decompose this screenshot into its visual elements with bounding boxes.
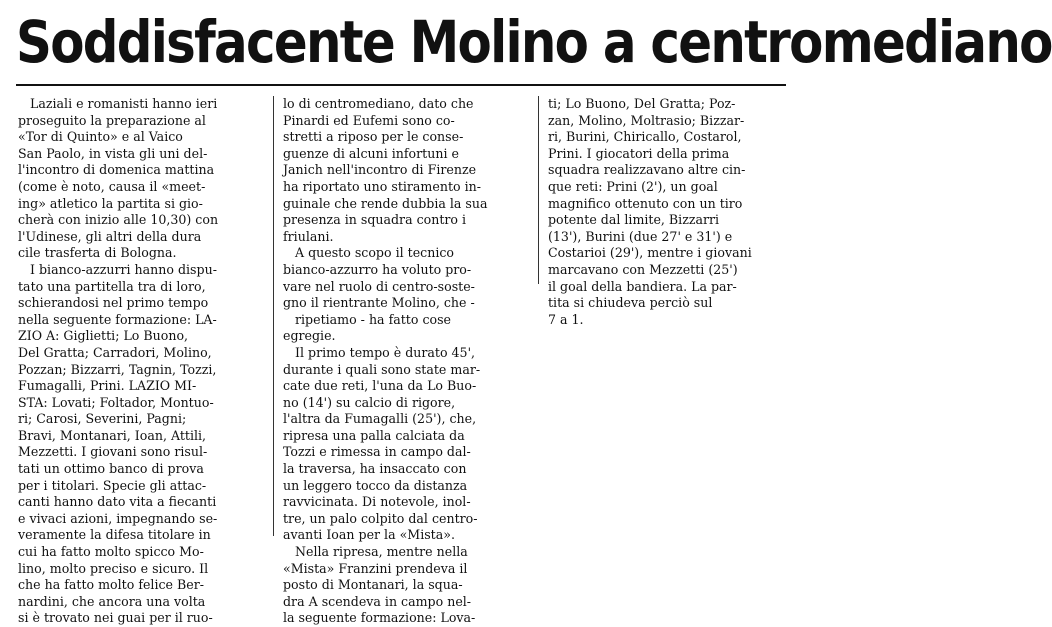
- text-line: A questo scopo il tecnico: [295, 245, 454, 261]
- text-line: durante i quali sono state mar-: [283, 361, 481, 377]
- text-line: un leggero tocco da distanza: [283, 477, 468, 493]
- text-line: friulani.: [283, 228, 334, 244]
- text-line: ripetiamo - ha fatto cose: [295, 311, 451, 327]
- text-line: Costarioi (29'), mentre i giovani: [548, 245, 752, 261]
- text-line: nella seguente formazione: LA-: [18, 311, 217, 327]
- text-line: ri, Burini, Chiricallo, Costarol,: [548, 129, 742, 145]
- text-line: lino, molto preciso e sicuro. Il: [18, 560, 209, 576]
- text-line: San Paolo, in vista gli uni del-: [18, 145, 208, 161]
- text-line: avanti Ioan per la «Mista».: [283, 527, 455, 543]
- text-line: Il primo tempo è durato 45',: [295, 344, 476, 360]
- text-line: Pinardi ed Eufemi sono co-: [283, 112, 455, 128]
- text-line: egregie.: [283, 328, 336, 344]
- text-line: «Mista» Franzini prendeva il: [283, 560, 468, 576]
- text-line: potente dal limite, Bizzarri: [548, 212, 720, 228]
- text-line: Bravi, Montanari, Ioan, Attili,: [18, 427, 207, 443]
- text-line: ripresa una palla calciata da: [283, 427, 465, 443]
- headline: Soddisfacente Molino a centromediano: [16, 8, 1052, 76]
- text-line: il goal della bandiera. La par-: [548, 278, 737, 294]
- text-line: la traversa, ha insaccato con: [283, 461, 467, 477]
- text-line: ha riportato uno stiramento in-: [283, 178, 481, 194]
- text-line: Tozzi e rimessa in campo dal-: [283, 444, 471, 460]
- text-line: cile trasferta di Bologna.: [18, 245, 177, 261]
- text-line: squadra realizzavano altre cin-: [548, 162, 746, 178]
- text-line: (come è noto, causa il «meet-: [18, 178, 206, 194]
- text-line: que reti: Prini (2'), un goal: [548, 178, 718, 194]
- text-line: ZIO A: Giglietti; Lo Buono,: [18, 328, 189, 344]
- text-line: ri; Carosi, Severini, Pagni;: [18, 411, 187, 427]
- text-line: e vivaci azioni, impegnando se-: [18, 510, 218, 526]
- text-line: la seguente formazione: Lova-: [283, 610, 476, 626]
- text-line: Nella ripresa, mentre nella: [295, 544, 468, 560]
- text-line: tato una partitella tra di loro,: [18, 278, 206, 294]
- text-line: nardini, che ancora una volta: [18, 593, 206, 609]
- text-line: si è trovato nei guai per il ruo-: [18, 610, 213, 626]
- column-separator: [273, 96, 274, 536]
- text-line: gno il rientrante Molino, che -: [283, 295, 475, 311]
- text-line: tre, un palo colpito dal centro-: [283, 510, 478, 526]
- text-line: che ha fatto molto felice Ber-: [18, 577, 204, 593]
- text-line: 7 a 1.: [548, 311, 584, 327]
- text-line: tati un ottimo banco di prova: [18, 461, 204, 477]
- column-separator: [538, 96, 539, 284]
- text-line: Del Gratta; Carradori, Molino,: [18, 344, 212, 360]
- text-line: l'Udinese, gli altri della dura: [18, 228, 202, 244]
- text-line: Laziali e romanisti hanno ieri: [30, 96, 218, 111]
- text-line: cui ha fatto molto spicco Mo-: [18, 544, 204, 560]
- text-line: STA: Lovati; Foltador, Montuo-: [18, 394, 214, 410]
- text-line: ing» atletico la partita si gio-: [18, 195, 203, 211]
- text-line: marcavano con Mezzetti (25'): [548, 261, 738, 277]
- text-line: canti hanno dato vita a fiecanti: [18, 494, 217, 510]
- text-line: per i titolari. Specie gli attac-: [18, 477, 207, 493]
- text-line: zan, Molino, Moltrasio; Bizzar-: [548, 112, 745, 128]
- text-line: Janich nell'incontro di Firenze: [283, 162, 477, 178]
- text-line: vare nel ruolo di centro-soste-: [283, 278, 475, 294]
- text-line: guenze di alcuni infortuni e: [283, 145, 459, 161]
- text-line: presenza in squadra contro i: [283, 212, 467, 228]
- text-line: l'incontro di domenica mattina: [18, 162, 215, 178]
- text-line: lo di centromediano, dato che: [283, 96, 474, 111]
- article-column-2: [283, 96, 527, 627]
- text-line: bianco-azzurro ha voluto pro-: [283, 261, 472, 277]
- text-line: cate due reti, l'una da Lo Buo-: [283, 378, 477, 394]
- text-line: dra A scendeva in campo nel-: [283, 593, 472, 609]
- text-line: no (14') su calcio di rigore,: [283, 394, 456, 410]
- text-line: guinale che rende dubbia la sua: [283, 195, 488, 211]
- text-line: veramente la difesa titolare in: [18, 527, 211, 543]
- text-line: Prini. I giocatori della prima: [548, 145, 730, 161]
- article-column-1: [18, 96, 262, 627]
- text-line: schierandosi nel primo tempo: [18, 295, 209, 311]
- text-line: (13'), Burini (due 27' e 31') e: [548, 228, 733, 244]
- text-line: Mezzetti. I giovani sono risul-: [18, 444, 208, 460]
- text-line: Fumagalli, Prini. LAZIO MI-: [18, 378, 197, 394]
- text-line: Pozzan; Bizzarri, Tagnin, Tozzi,: [18, 361, 217, 377]
- article-column-3: [548, 96, 788, 328]
- text-line: proseguito la preparazione al: [18, 112, 206, 128]
- text-line: «Tor di Quinto» e al Vaico: [18, 129, 183, 145]
- text-line: ti; Lo Buono, Del Gratta; Poz-: [548, 96, 736, 111]
- text-line: posto di Montanari, la squa-: [283, 577, 463, 593]
- text-line: cherà con inizio alle 10,30) con: [18, 212, 219, 228]
- text-line: tita si chiudeva perciò sul: [548, 295, 713, 311]
- text-line: I bianco-azzurri hanno dispu-: [30, 261, 217, 277]
- text-line: l'altra da Fumagalli (25'), che,: [283, 411, 477, 427]
- text-line: stretti a riposo per le conse-: [283, 129, 464, 145]
- text-line: ravvicinata. Di notevole, inol-: [283, 494, 471, 510]
- headline-rule: [16, 84, 786, 86]
- text-line: magnifico ottenuto con un tiro: [548, 195, 743, 211]
